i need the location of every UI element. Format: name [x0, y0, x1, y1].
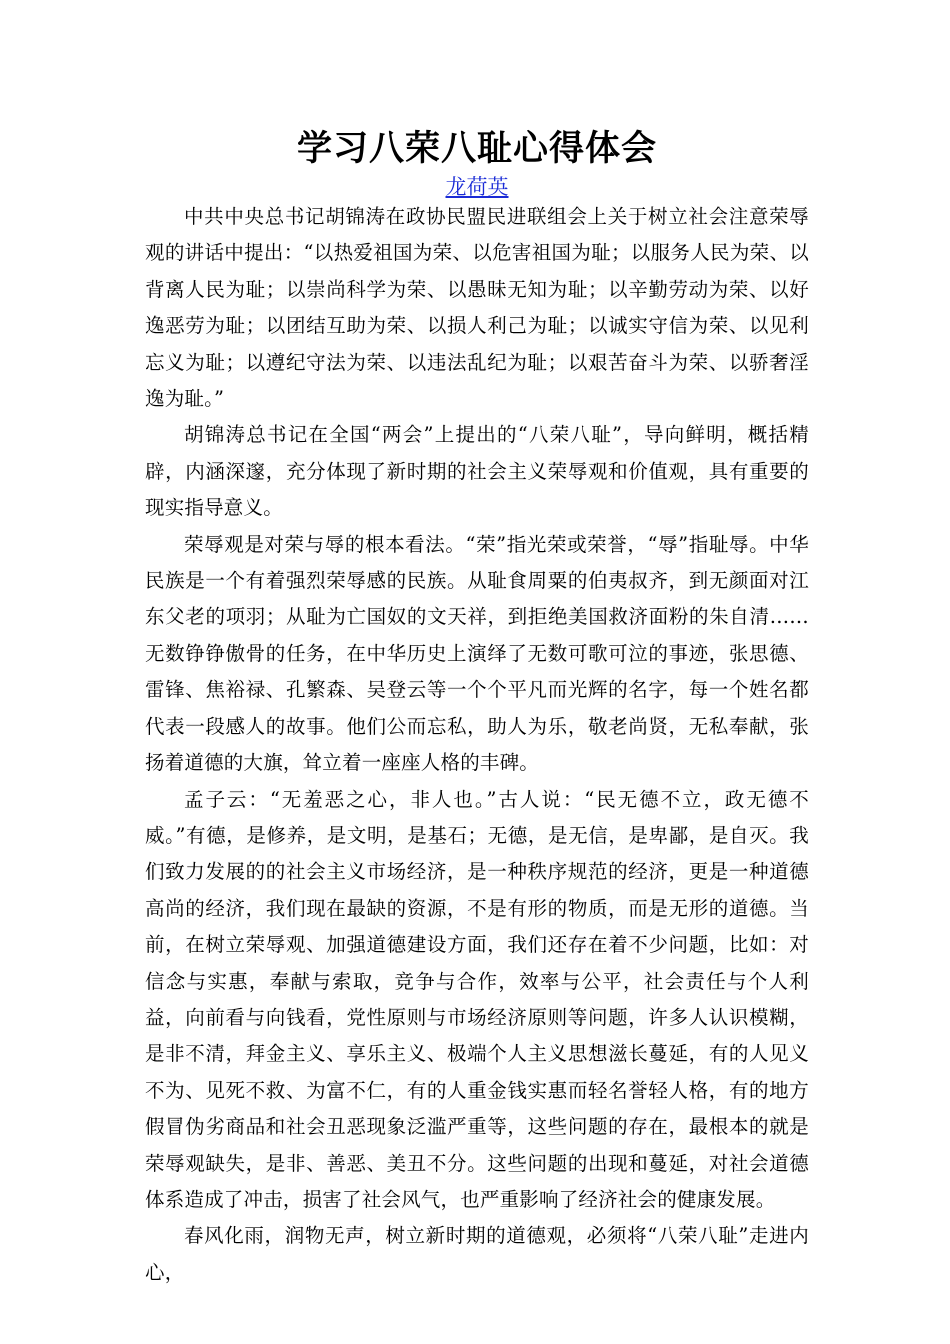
author-link[interactable]: 龙荷英 [445, 175, 509, 199]
document-body [145, 199, 809, 1291]
document-title: 学习八荣八耻心得体会 [296, 129, 657, 169]
author-line [145, 173, 809, 199]
paragraph: 荣辱观是对荣与辱的根本看法。“荣”指光荣或荣誉，“辱”指耻辱。中华民族是一个有着强烈荣辱感的民族。从耻食周粟的伯夷叔齐，到无颜面对江东父老的项羽；从耻为亡国奴的文天祥，到拒绝美国救济面粉的朱自清……无数铮铮傲骨的任务，在中华历史上演绎了无数可歌可泣的事迹，张思德、雷锋、焦裕禄、孔繁森、吴登云等一个个平凡而光辉的名字，每一个姓名都代表一段感人的故事。他们公而忘私，助人为乐，敬老尚贤，无私奉献，张扬着道德的大旗，耸立着一座座人格的丰碑。 [145, 532, 809, 775]
paragraph: 孟子云：“无羞恶之心，非人也。”古人说：“民无德不立，政无德不威。”有德，是修养，是文明，是基石；无德，是无信，是卑鄙，是自灭。我们致力发展的的社会主义市场经济，是一种秩序规范的经济，更是一种道德高尚的经济，我们现在最缺的资源，不是有形的物质，而是无形的道德。当前，在树立荣辱观、加强道德建设方面，我们还存在着不少问题，比如：对信念与实惠，奉献与索取，竞争与合作，效率与公平，社会责任与个人利益，向前看与向钱看，党性原则与市场经济原则等问题，许多人认识模糊，是非不清，拜金主义、享乐主义、极端个人主义思想滋长蔓延，有的人见义不为、见死不救、为富不仁，有的人重金钱实惠而轻名誉轻人格，有的地方假冒伪劣商品和社会丑恶现象泛滥严重等，这些问题的存在，最根本的就是荣辱观缺失，是非、善恶、美丑不分。这些问题的出现和蔓延，对社会道德体系造成了冲击，损害了社会风气，也严重影响了经济社会的健康发展。 [145, 787, 809, 1211]
paragraph: 中共中央总书记胡锦涛在政协民盟民进联组会上关于树立社会注意荣辱观的讲话中提出：“以热爱祖国为荣、以危害祖国为耻；以服务人民为荣、以背离人民为耻；以崇尚科学为荣、以愚昧无知为耻；以辛勤劳动为荣、以好逸恶劳为耻；以团结互助为荣、以损人利己为耻；以诚实守信为荣、以见利忘义为耻；以遵纪守法为荣、以违法乱纪为耻；以艰苦奋斗为荣、以骄奢淫逸为耻。” [145, 205, 809, 411]
paragraph: 胡锦涛总书记在全国“两会”上提出的“八荣八耻”，导向鲜明，概括精辟，内涵深邃，充分体现了新时期的社会主义荣辱观和价值观，具有重要的现实指导意义。 [145, 423, 809, 520]
document-page [145, 125, 809, 1291]
paragraph: 春风化雨，润物无声，树立新时期的道德观，必须将“八荣八耻”走进内心， [145, 1224, 809, 1284]
